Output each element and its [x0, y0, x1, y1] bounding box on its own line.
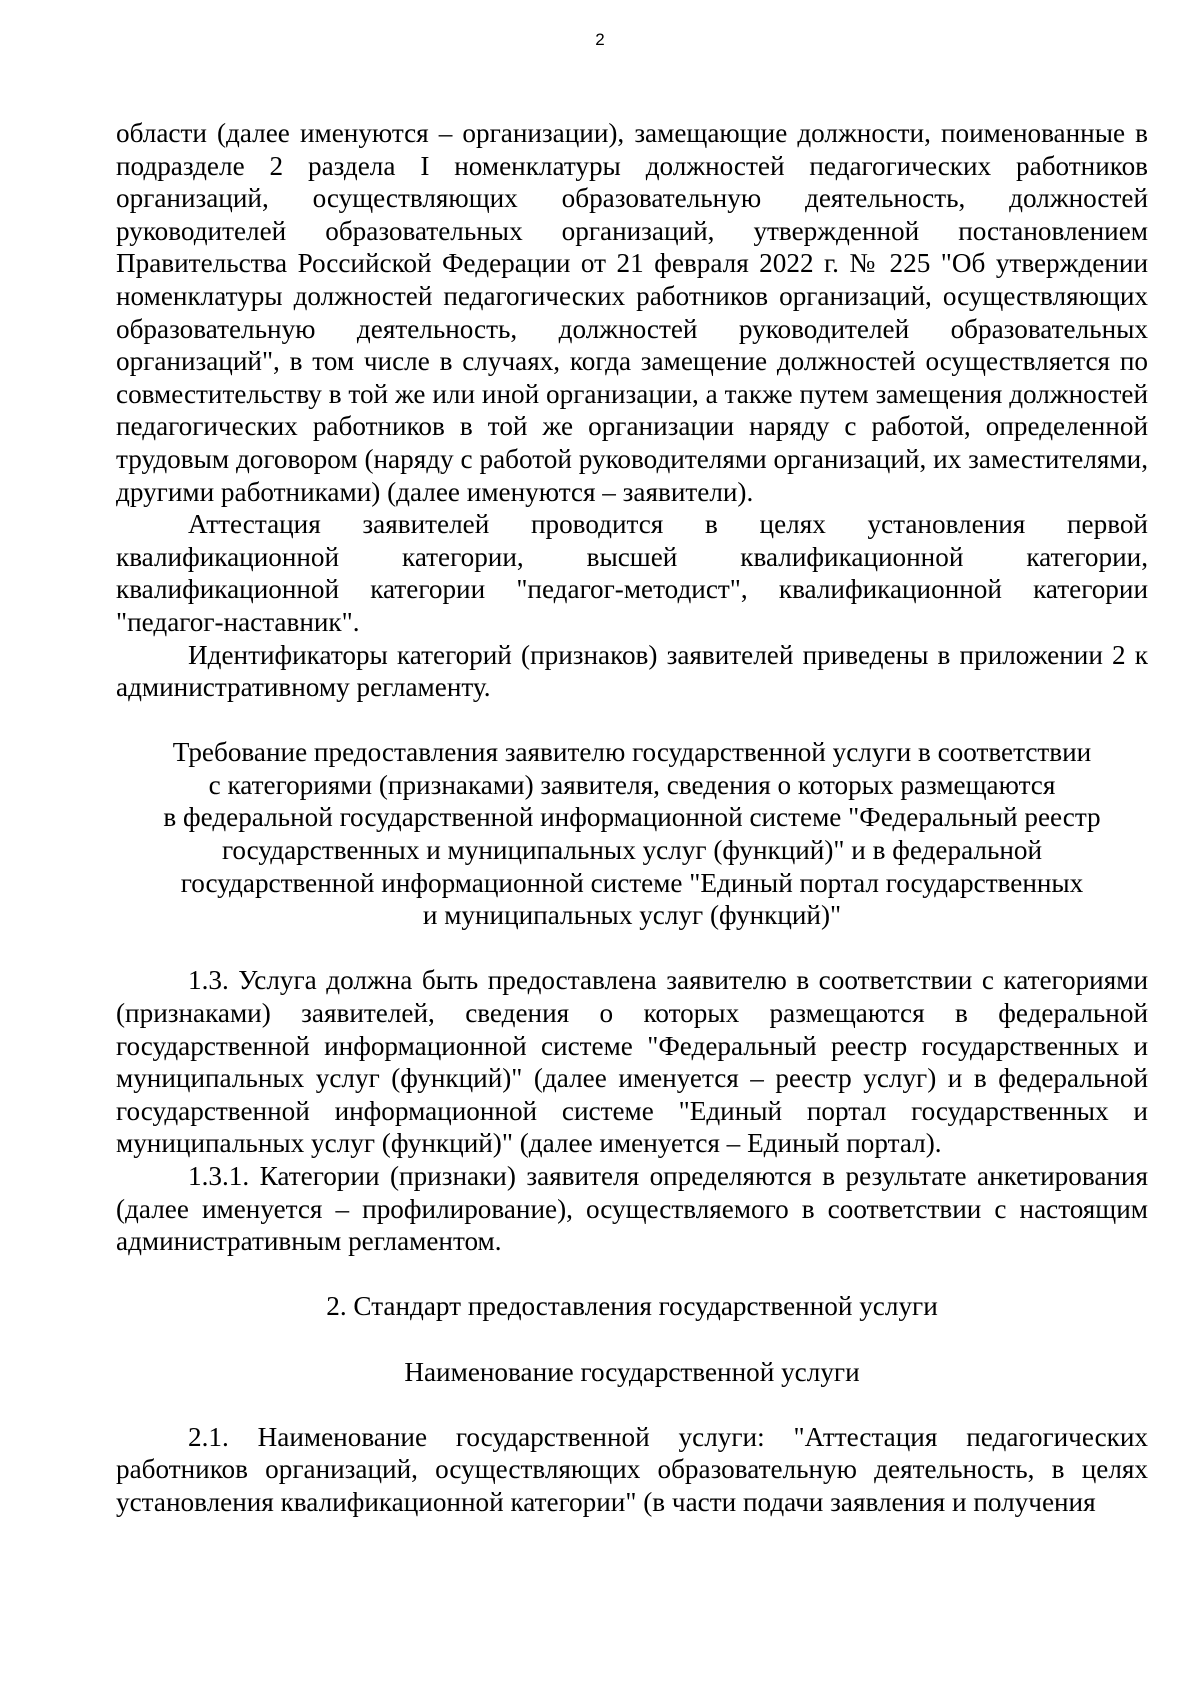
spacer [116, 1388, 1148, 1421]
heading-requirement-line: с категориями (признаками) заявителя, сведения о которых размещаются [208, 769, 1056, 800]
paragraph-1-3: 1.3. Услуга должна быть предоставлена заявителю в соответствии с категориями (признаками) заявителей, сведения о которых размещаются в федеральной государственной информационной системе "Федеральный реестр государственных и муниципальных услуг (функций)" (далее именуется – реестр услуг) и в федеральной государственной информационной системе "Единый портал государственных и муниципальных услуг (функций)" (далее именуется – Единый портал). [116, 965, 1148, 1159]
heading-service-name: Наименование государственной услуги [404, 1356, 860, 1387]
paragraph-attestation-purpose: Аттестация заявителей проводится в целях установления первой квалификационной категории, высшей квалификационной категории, квалификационной категории "педагог-методист", квалификационной категории "педагог-наставник". [116, 509, 1148, 637]
paragraph-applicants-definition: области (далее именуются – организации), замещающие должности, поименованные в подразделе 2 раздела I номенклатуры должностей педагогических работников организаций, осуществляющих образовательную деятельность, должностей руководителей образовательных организаций, утвержденной постановлением Правительства Российской Федерации от 21 февраля 2022 г. № 225 "Об утверждении номенклатуры должностей педагогических работников организаций, осуществляющих образовательную деятельность, должностей руководителей образовательных организаций", в том числе в случаях, когда замещение должностей осуществляется по совместительству в той же или иной организации, а также путем замещения должностей педагогических работников в той же организации наряду с работой, определенной трудовым договором (наряду с работой руководителями организаций, их заместителями, другими работниками) (далее именуются – заявители). [116, 118, 1148, 507]
paragraph-1-3-1: 1.3.1. Категории (признаки) заявителя определяются в результате анкетирования (далее именуется – профилирование), осуществляемого в соответствии с настоящим административным регламентом. [116, 1161, 1148, 1257]
heading-requirement-line: государственных и муниципальных услуг (функций)" и в федеральной [221, 835, 1043, 866]
heading-section-2: 2. Стандарт предоставления государственной услуги [326, 1291, 938, 1322]
spacer [116, 1323, 1148, 1356]
heading-requirement-line: Требование предоставления заявителю государственной услуги в соответствии [172, 737, 1092, 768]
heading-requirement [116, 736, 1148, 932]
document-body [116, 117, 1148, 1519]
heading-requirement-line: в федеральной государственной информационной системе "Федеральный реестр [163, 802, 1101, 833]
spacer [116, 1258, 1148, 1291]
spacer [116, 932, 1148, 965]
heading-requirement-line: и муниципальных услуг (функций)" [422, 900, 842, 931]
paragraph-identifiers: Идентификаторы категорий (признаков) заявителей приведены в приложении 2 к административному регламенту. [116, 639, 1148, 703]
spacer [116, 704, 1148, 737]
heading-requirement-line: государственной информационной системе "Единый портал государственных [180, 867, 1084, 898]
paragraph-2-1: 2.1. Наименование государственной услуги: "Аттестация педагогических работников организаций, осуществляющих образовательную деятельность, в целях установления квалификационной категории" (в части подачи заявления и получения [116, 1421, 1148, 1517]
page-number: 2 [595, 30, 605, 49]
